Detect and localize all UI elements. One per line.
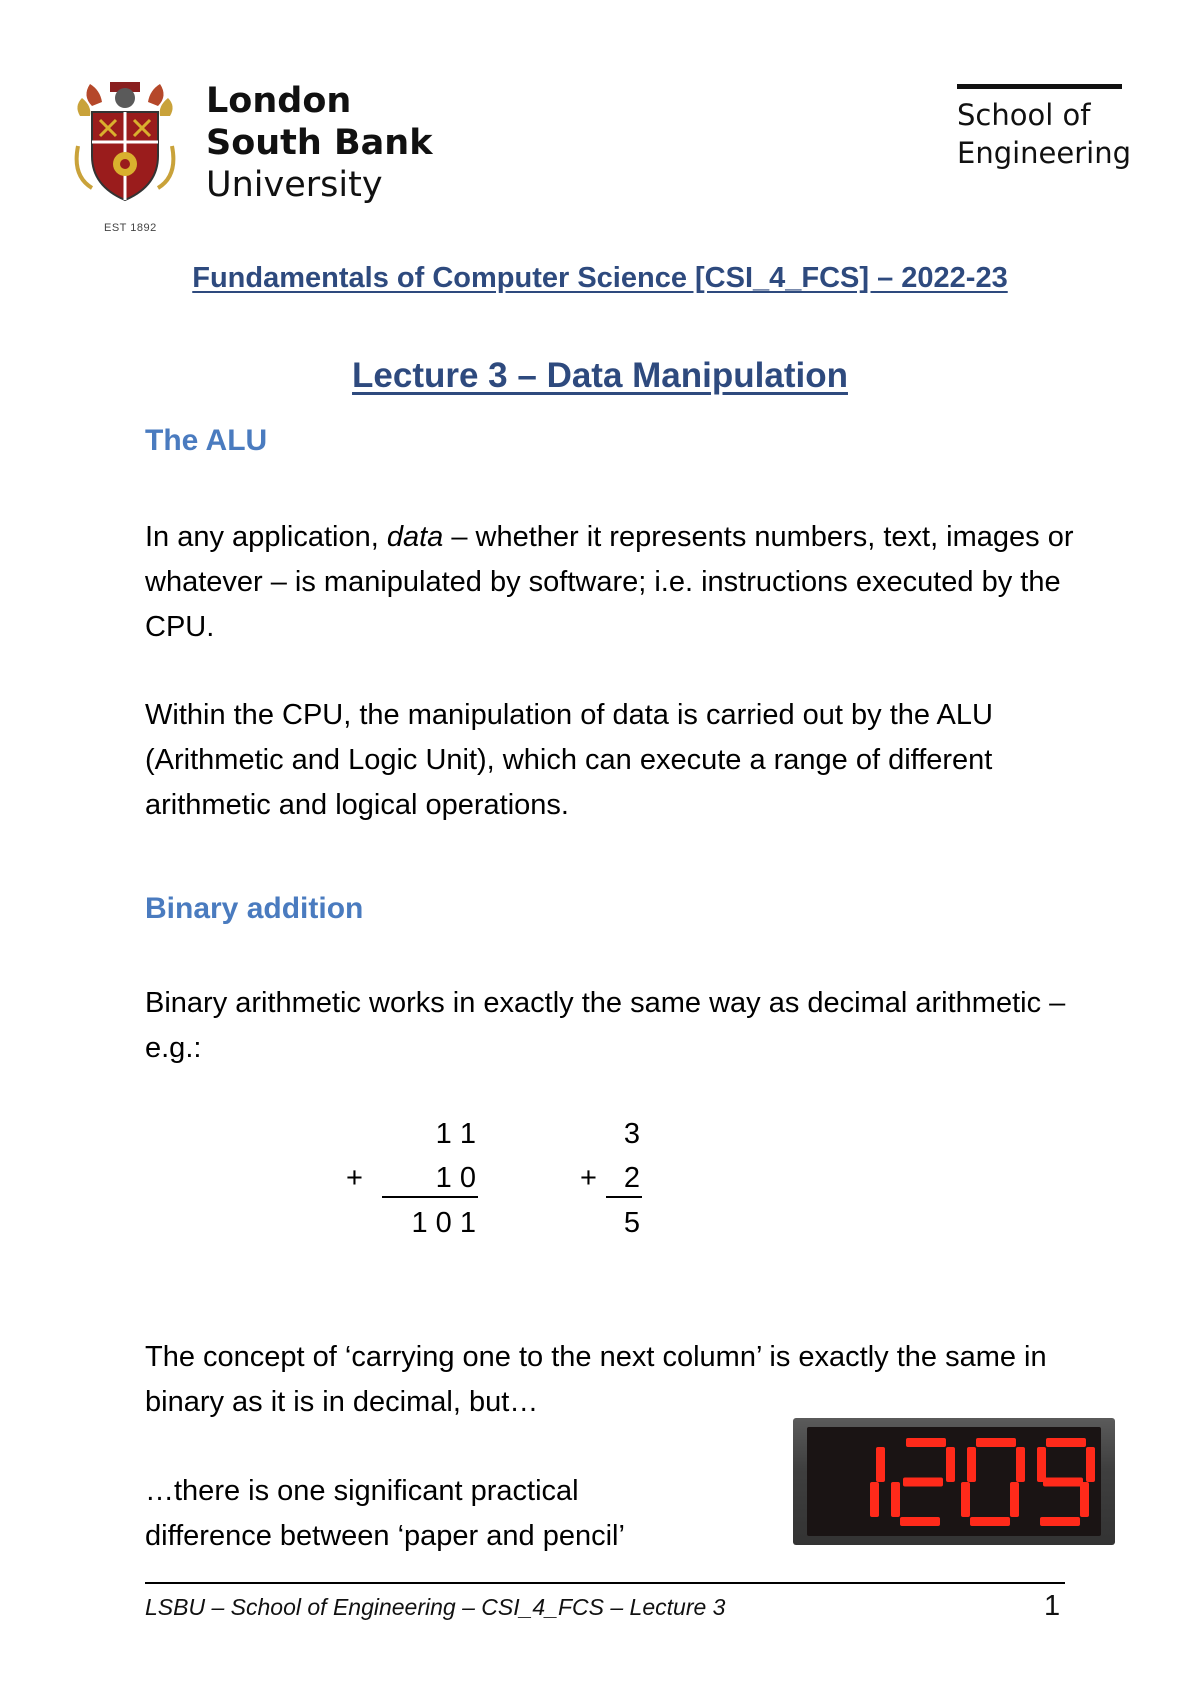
established-label: EST 1892	[104, 222, 157, 234]
section-heading-alu: The ALU	[145, 424, 268, 457]
school-name-line-2: Engineering	[957, 136, 1131, 170]
university-name-line-1: London	[206, 81, 352, 121]
binary-sum-line	[382, 1196, 478, 1198]
digit-3-segment-b	[1086, 1447, 1095, 1482]
digit-2-segment-a	[976, 1438, 1016, 1447]
decimal-plus-sign: +	[580, 1162, 597, 1194]
page-number: 1	[1044, 1590, 1061, 1622]
alu-paragraph-1	[145, 515, 1085, 650]
binary-operand-2: 1 0	[435, 1162, 476, 1194]
decimal-result: 5	[623, 1207, 640, 1239]
decimal-sum-line	[606, 1196, 642, 1198]
school-name-line-1: School of	[957, 98, 1091, 132]
binary-paragraph-1: Binary arithmetic works in exactly the same way as decimal arithmetic – e.g.:	[145, 987, 1066, 1064]
digit-1-segment-g	[903, 1478, 943, 1487]
alu-paragraph-1-start: In any application,	[145, 521, 387, 553]
digit-2-segment-f	[967, 1447, 976, 1482]
alu-paragraph-1-end: – whether it represents numbers, text, images or whatever – is manipulated by software; i.e. instructions executed by the CPU.	[145, 521, 1074, 643]
binary-operand-1: 1 1	[435, 1118, 476, 1150]
digit-3-segment-f	[1037, 1447, 1046, 1482]
university-crest-logo	[72, 76, 178, 208]
alu-paragraph-2: Within the CPU, the manipulation of data is carried out by the ALU (Arithmetic and Logic Unit), which can execute a range of different arithmetic and logical operations.	[145, 699, 993, 821]
digit-3-segment-c	[1080, 1482, 1089, 1517]
display-digits	[807, 1427, 1101, 1536]
binary-paragraph-2: The concept of ‘carrying one to the next column’ is exactly the same in binary as it is in decimal, but…	[145, 1341, 1047, 1418]
university-name-line-3: University	[206, 165, 383, 205]
digit-0-segment-b	[876, 1447, 885, 1482]
decimal-operand-2: 2	[623, 1162, 640, 1194]
seven-segment-display-photo	[793, 1418, 1115, 1545]
footer-rule	[145, 1582, 1065, 1584]
digit-2-segment-d	[970, 1517, 1010, 1526]
digit-3-segment-g	[1043, 1478, 1083, 1487]
footer-text: LSBU – School of Engineering – CSI_4_FCS – Lecture 3	[145, 1594, 726, 1620]
digit-2-segment-e	[961, 1482, 970, 1517]
display-screen	[807, 1427, 1101, 1536]
digit-1-segment-d	[900, 1517, 940, 1526]
decimal-operand-1: 3	[623, 1118, 640, 1150]
digit-2-segment-b	[1016, 1447, 1025, 1482]
digit-1-segment-b	[946, 1447, 955, 1482]
lecture-title: Lecture 3 – Data Manipulation	[352, 356, 848, 395]
digit-0-segment-c	[870, 1482, 879, 1517]
digit-2-segment-c	[1010, 1482, 1019, 1517]
binary-result: 1 0 1	[411, 1207, 476, 1239]
university-name-line-2: South Bank	[206, 123, 433, 163]
binary-paragraph-3: …there is one significant practical difference between ‘paper and pencil’	[145, 1475, 625, 1552]
alu-paragraph-1-emphasis: data	[386, 521, 444, 553]
digit-3-segment-a	[1046, 1438, 1086, 1447]
binary-plus-sign: +	[346, 1162, 363, 1194]
digit-1-segment-e	[891, 1482, 900, 1517]
digit-1-segment-a	[906, 1438, 946, 1447]
digit-3-segment-d	[1040, 1517, 1080, 1526]
school-name	[957, 96, 1131, 172]
section-heading-binary-addition: Binary addition	[145, 892, 364, 925]
course-title: Fundamentals of Computer Science [CSI_4_FCS] – 2022-23	[192, 262, 1008, 294]
school-top-rule	[957, 84, 1122, 89]
university-name	[206, 80, 433, 206]
